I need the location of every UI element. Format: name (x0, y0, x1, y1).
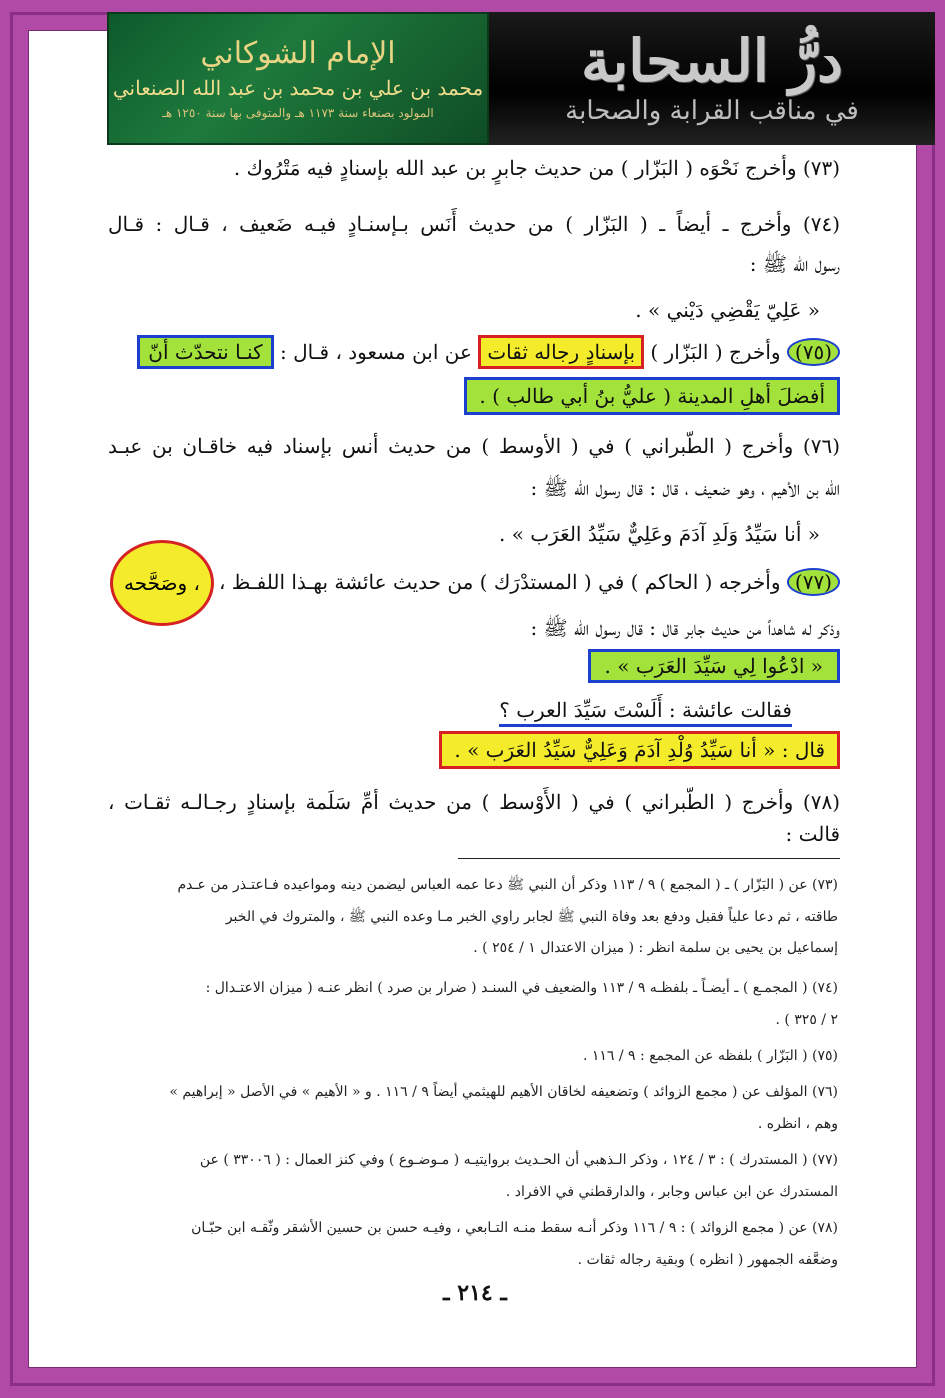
footnote-74-line2: ٢ / ٣٢٥ ) . (775, 1012, 838, 1028)
book-title: درُّ السحابة (581, 26, 843, 95)
hadith-number-77: (٧٧) (787, 568, 840, 596)
text-line-75c (464, 384, 840, 408)
footnote-76-line2: وهم ، انظره . (757, 1116, 838, 1132)
highlight-master-of-arabs: قال : « أنا سَيِّدُ وُلْدِ آدَمَ وَعَلِيٌّ سَيِّدُ العَرَب » . (439, 731, 840, 769)
highlight-narrators-trustworthy: بإسنادٍ رجاله ثقات (478, 335, 644, 369)
text-line-74b: رسول الله ﷺ : (749, 252, 840, 276)
text-line-77 (208, 568, 840, 596)
footnote-75: (٧٥) ( البَزّار ) بلفظه عن المجمع : ٩ / ١١٦ . (582, 1048, 838, 1064)
author-banner (107, 12, 489, 145)
text-77-a: وأخرجه ( الحاكم ) في ( المستدْرَك ) من حديث عائشة بهـذا اللفـظ ، (218, 570, 781, 594)
author-title: الإمام الشوكاني (200, 36, 396, 71)
text-line-76b: الله بن الأهيم ، وهو ضعيف ، قال : قال رسول الله ﷺ : (530, 476, 840, 500)
text-line-76a: (٧٦) وأخرج ( الطّبراني ) في ( الأوسط ) من حديث أنس بإسناد فيه خاقـان بن عبـد (108, 434, 840, 458)
text-line-75 (137, 338, 840, 366)
text-75-a: وأخرج ( البَزّار ) (650, 340, 781, 364)
highlight-call-master-arabs: « ادْعُوا لِي سَيِّدَ العَرَب » . (588, 649, 840, 683)
text-line-74a: (٧٤) وأخرج ـ أيضاً ـ ( البَزّار ) من حديث أَنَس بـإسنـادٍ فيـه ضَعيف ، قـال : قـال (108, 212, 840, 236)
footnotes (118, 876, 838, 1276)
text-line-78b: قالت : (785, 822, 840, 846)
header-banner (107, 12, 935, 145)
text-line-77c (588, 654, 840, 678)
footnote-73-line2: طاقته ، ثم دعا علياً فقبل ودفع بعد وفاة النبي ﷺ لجابر راوي الخبر مـا وعده النبي ﷺ ، والمتروك في الخبر (225, 909, 838, 925)
footnote-77-line1: (٧٧) ( المستدرك ) : ٣ / ١٢٤ ، وذكر الـذهبي أن الحـديث بروايتيـه ( مـوضـوع ) وفي كنز العمال : ( ٣٣٠٠٦ ) عن (199, 1152, 838, 1168)
book-banner (489, 12, 935, 145)
text-line-78a: (٧٨) وأخرج ( الطّبراني ) في ( الأَوْسط ) من حديث أمِّ سَلَمة بإسنادٍ رجـالـه ثقـات ، (108, 790, 840, 814)
footnote-73-line1: (٧٣) عن ( البَزّار ) ـ ( المجمع ) ٩ / ١١٣ وذكر أن النبي ﷺ دعا عمه العباس ليضمن دينه ومواعيده فـاعتـذر من عـدم (177, 877, 838, 893)
highlight-authenticated-oval: وصَحَّحه ، (110, 540, 214, 626)
text-line-77b: وذكر له شاهداً من حديث جابر قال : قال رسول الله ﷺ : (530, 616, 840, 640)
book-subtitle: في مناقب القرابة والصحابة (565, 95, 859, 126)
footnote-77-line2: المستدرك عن ابن عباس وجابر ، والدارقطني في الافراد . (505, 1184, 838, 1200)
footnote-76-line1: (٧٦) المؤلف عن ( مجمع الزوائد ) وتضعيفه لخاقان الأهيم للهيثمي أيضاً ٩ / ١١٦ . و « الأهيم » في الأصل « إبراهيم » (169, 1084, 838, 1100)
footnote-divider (458, 858, 840, 859)
main-text (108, 150, 840, 850)
footnote-73-line3: إسماعيل بن يحيى بن سلمة انظر : ( ميزان الاعتدال ١ / ٢٥٤ ) . (473, 940, 838, 956)
text-line-77d (499, 698, 792, 722)
hadith-number-75: (٧٥) (787, 338, 840, 366)
highlight-we-used-to-say: كنـا نتحدّث أنّ (137, 335, 273, 369)
footnote-74-line1: (٧٤) ( المجمـع ) ـ أيضـاً ـ بلفظـه ٩ / ١١٣ والضعيف في السنـد ( ضرار بن صرد ) انظر عنـه ( ميزان الاعتـدال : (205, 980, 838, 996)
text-75-b: عن ابن مسعود ، قـال : (279, 340, 472, 364)
author-dates: المولود بصنعاء سنة ١١٧٣ هـ والمتوفى بها سنة ١٢٥٠ هـ (162, 106, 434, 120)
highlight-best-of-medina: أفضلَ أهلِ المدينة ( عليُّ بنُ أبي طالب ) . (464, 377, 840, 415)
author-name: محمد بن علي بن محمد بن عبد الله الصنعاني (112, 76, 484, 100)
text-line-74c: « عَلِيّ يَقْضِي دَيْني » . (635, 298, 820, 322)
text-line-76c: « أنا سَيِّدُ وَلَدِ آدَمَ وعَلِيٌّ سَيِّدُ العَرَب » . (499, 522, 820, 546)
text-line-73: (٧٣) وأخرج نَحْوَه ( البَزّار ) من حديث جابرٍ بن عبد الله بإسنادٍ فيه مَتْرُوك . (233, 156, 840, 180)
footnote-78-line2: وضعَّفه الجمهور ( انظره ) وبقية رجاله ثقات . (577, 1252, 838, 1268)
text-line-77e (439, 738, 840, 762)
underlined-aisha-question: فقالت عائشة : أَلَسْتَ سَيِّدَ العرب ؟ (499, 698, 792, 727)
footnote-78-line1: (٧٨) عن ( مجمع الزوائد ) : ٩ / ١١٦ وذكر أنـه سقط منـه التـابعي ، وفيـه حسن بن حسين الأشقر وثّقـه ابن حبّـان (191, 1220, 838, 1236)
page-number: ـ ٢١٤ ـ (443, 1280, 507, 1306)
